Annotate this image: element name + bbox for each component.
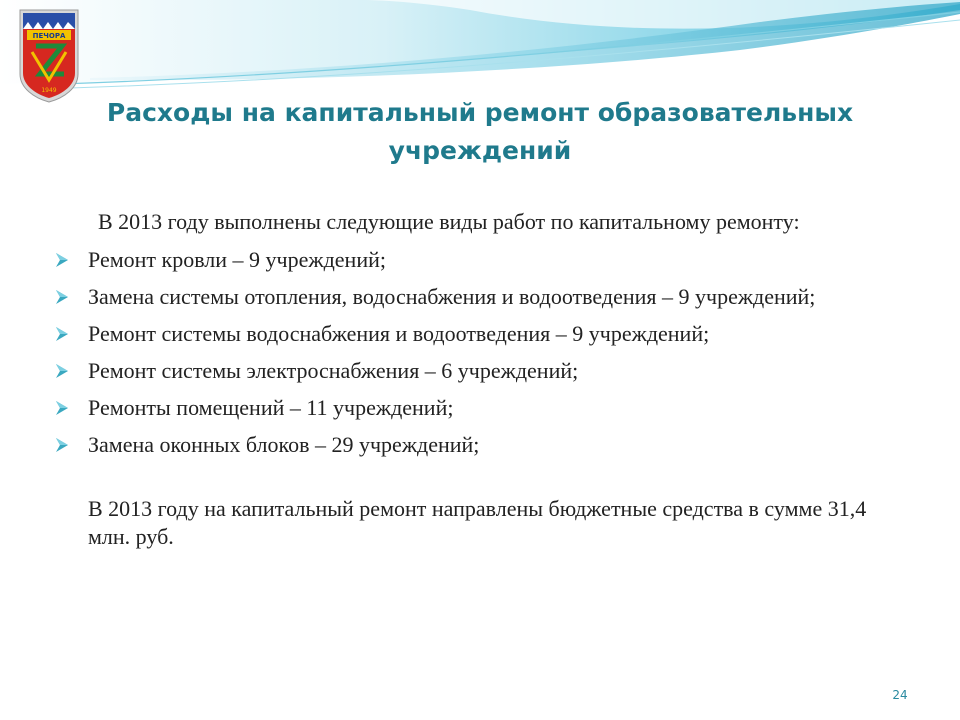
arrow-bullet-icon <box>54 252 70 268</box>
list-item <box>52 283 912 311</box>
list-item-text: Замена оконных блоков – 29 учреждений; <box>88 432 480 457</box>
intro-text: В 2013 году выполнены следующие виды работ по капитальному ремонту: <box>98 209 800 234</box>
list-item-text: Ремонт системы водоснабжения и водоотведения – 9 учреждений; <box>88 321 710 346</box>
intro-paragraph <box>52 208 912 236</box>
list-item-text: Замена системы отопления, водоснабжения и водоотведения – 9 учреждений; <box>88 284 816 309</box>
list-item <box>52 357 912 385</box>
outro-paragraph: В 2013 году на капитальный ремонт направлены бюджетные средства в сумме 31,4 млн. руб. <box>88 496 867 549</box>
slide-title: Расходы на капитальный ремонт образовательных учреждений <box>106 98 854 165</box>
list-item-text: Ремонт системы электроснабжения – 6 учреждений; <box>88 358 579 383</box>
works-list <box>52 246 912 459</box>
pechora-coat-of-arms-logo <box>18 8 80 103</box>
list-item-text: Ремонты помещений – 11 учреждений; <box>88 395 454 420</box>
arrow-bullet-icon <box>54 363 70 379</box>
slide-body <box>52 208 912 551</box>
arrow-bullet-icon <box>54 437 70 453</box>
arrow-bullet-icon <box>54 400 70 416</box>
list-item <box>52 431 912 459</box>
list-item <box>52 394 912 422</box>
header-wave-decoration <box>0 0 960 100</box>
list-item-text: Ремонт кровли – 9 учреждений; <box>88 247 386 272</box>
arrow-bullet-icon <box>54 289 70 305</box>
list-item <box>52 246 912 274</box>
crest-label: ПЕЧОРА <box>32 32 66 40</box>
arrow-bullet-icon <box>54 326 70 342</box>
page-number: 24 <box>892 688 908 702</box>
list-item <box>52 320 912 348</box>
crest-year: 1949 <box>41 87 57 94</box>
